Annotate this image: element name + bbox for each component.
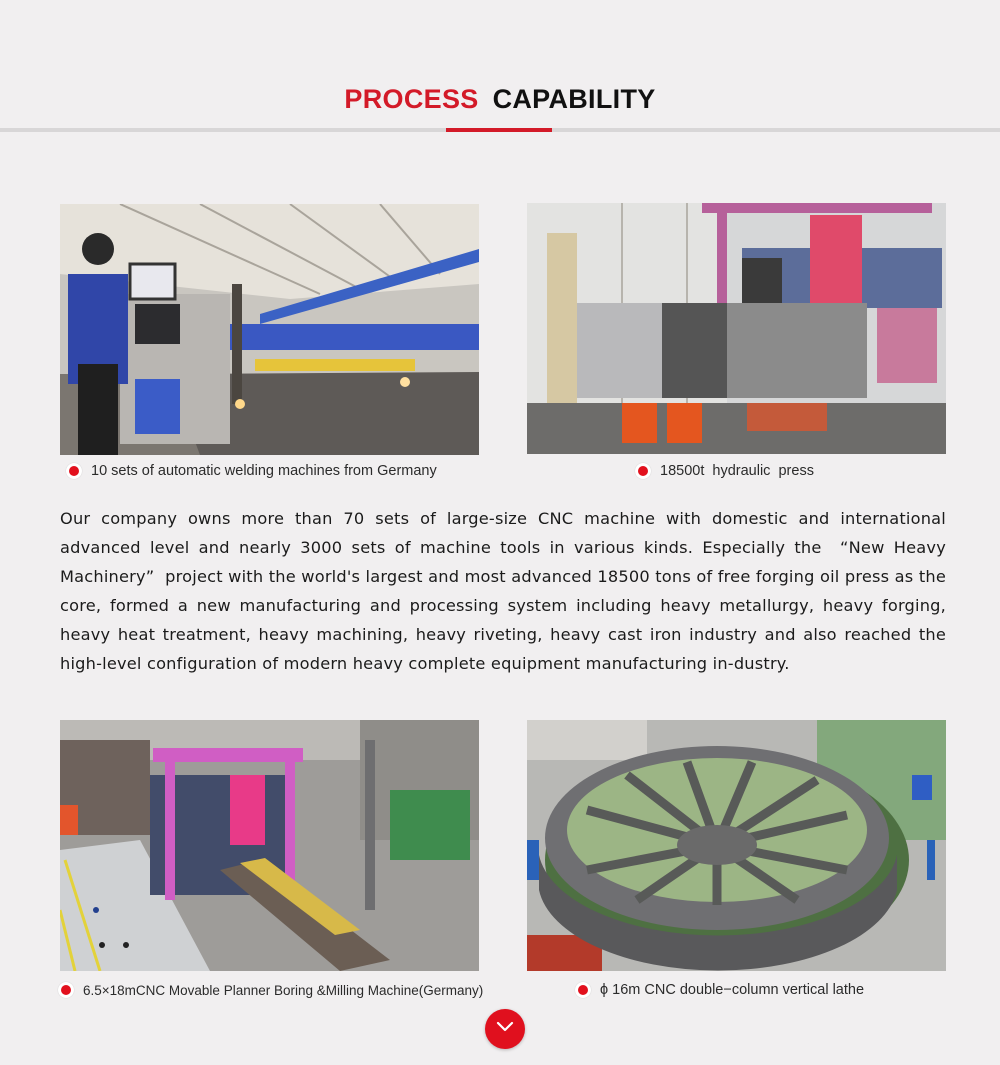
bullet-dot-icon: [66, 463, 82, 479]
caption-text: 10 sets of automatic welding machines from Germany: [91, 463, 437, 479]
caption-text: 6.5×18mCNC Movable Planner Boring &Milling Machine(Germany): [83, 982, 484, 998]
bullet-dot-icon: [635, 463, 651, 479]
caption-text: 18500t hydraulic press: [660, 463, 814, 479]
photo-caption: [66, 463, 437, 479]
section-title-red: PROCESS: [344, 84, 479, 114]
photo-vertical-lathe: [527, 720, 946, 971]
scroll-down-button[interactable]: [485, 1009, 525, 1049]
photo-hydraulic-press: [527, 203, 946, 454]
title-underline-accent: [446, 128, 552, 132]
bullet-dot-icon: [58, 982, 74, 998]
photo-caption: [575, 982, 864, 998]
caption-text: ϕ 16m CNC double−column vertical lathe: [600, 982, 865, 998]
chevron-down-icon: [496, 1020, 514, 1038]
photo-caption: [58, 982, 483, 998]
photo-caption: [635, 463, 814, 479]
section-title: [0, 84, 1000, 115]
section-title-black: CAPABILITY: [492, 84, 656, 114]
bullet-dot-icon: [575, 982, 591, 998]
description-paragraph: Our company owns more than 70 sets of large-size CNC machine with domestic and international advanced level and nearly 3000 sets of machine tools in various kinds. Especially the “New Heavy Machinery” project with the world's largest and most advanced 18500 tons of free forging oil press as the core, formed a new manufacturing and processing system including heavy metallurgy, heavy forging, heavy heat treatment, heavy machining, heavy riveting, heavy cast iron industry and also reached the high-level configuration of modern heavy complete equipment manufacturing in-dustry.: [60, 509, 946, 673]
photo-welding-machines: [60, 204, 479, 455]
photo-planer-boring-milling-machine: [60, 720, 479, 971]
